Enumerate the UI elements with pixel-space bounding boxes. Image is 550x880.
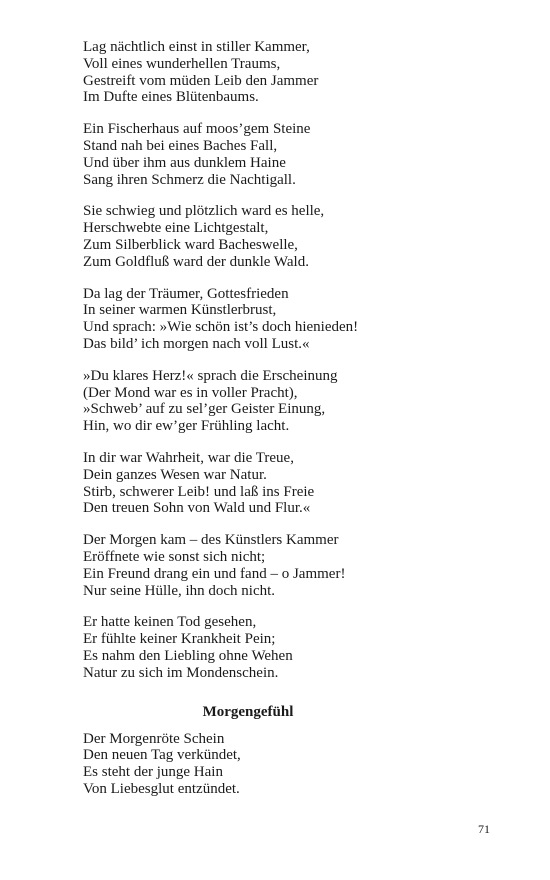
verse-line: Ein Fischerhaus auf moos’gem Steine — [83, 121, 311, 138]
verse-line: Dein ganzes Wesen war Natur. — [83, 466, 267, 483]
stanza — [83, 614, 503, 681]
verse-line: »Du klares Herz!« sprach die Erscheinung — [83, 367, 338, 384]
verse-line: (Der Mond war es in voller Pracht), — [83, 384, 298, 401]
verse-line: »Schweb’ auf zu sel’ger Geister Einung, — [83, 401, 326, 418]
verse-line: Natur zu sich im Mondenschein. — [83, 664, 279, 681]
verse-line: Er hatte keinen Tod gesehen, — [83, 614, 257, 631]
verse-line: Der Morgen kam – des Künstlers Kammer — [83, 532, 339, 549]
verse-line: Stand nah bei eines Baches Fall, — [83, 137, 278, 154]
poem — [83, 731, 503, 798]
verse-line: Zum Silberblick ward Bacheswelle, — [83, 236, 298, 253]
stanza — [83, 368, 503, 435]
stanza — [83, 731, 503, 798]
verse-line: Und sprach: »Wie schön ist’s doch hienieden! — [83, 319, 359, 336]
verse-line: Den treuen Sohn von Wald und Flur.« — [83, 500, 311, 517]
verse-line: Lag nächtlich einst in stiller Kammer, — [83, 39, 310, 55]
stanza — [83, 286, 503, 353]
verse-line: In seiner warmen Künstlerbrust, — [83, 302, 277, 319]
verse-line: Voll eines wunderhellen Traums, — [83, 55, 281, 72]
page-body — [83, 39, 503, 813]
verse-line: Da lag der Träumer, Gottesfrieden — [83, 285, 289, 302]
verse-line: Eröffnete wie sonst sich nicht; — [83, 548, 266, 565]
stanza — [83, 39, 503, 106]
verse-line: Herschwebte eine Lichtgestalt, — [83, 220, 269, 237]
poem — [83, 39, 503, 682]
verse-line: Zum Goldfluß ward der dunkle Wald. — [83, 253, 309, 270]
verse-line: Es nahm den Liebling ohne Wehen — [83, 647, 293, 664]
verse-line: Er fühlte keiner Krankheit Pein; — [83, 631, 276, 648]
verse-line: Stirb, schwerer Leib! und laß ins Freie — [83, 483, 315, 500]
verse-line: Hin, wo dir ew’ger Frühling lacht. — [83, 418, 290, 435]
stanza — [83, 532, 503, 599]
verse-line: Im Dufte eines Blütenbaums. — [83, 89, 259, 106]
verse-line: Sie schwieg und plötzlich ward es helle, — [83, 203, 325, 220]
verse-line: Das bild’ ich morgen nach voll Lust.« — [83, 335, 310, 352]
verse-line: Und über ihm aus dunklem Haine — [83, 154, 286, 171]
verse-line: Gestreift vom müden Leib den Jammer — [83, 72, 319, 89]
stanza — [83, 450, 503, 517]
verse-line: Den neuen Tag verkündet, — [83, 747, 241, 764]
verse-line: Nur seine Hülle, ihn doch nicht. — [83, 582, 276, 599]
poem-title: Morgengefühl — [202, 703, 294, 720]
verse-line: Von Liebesglut entzündet. — [83, 780, 240, 797]
stanza — [83, 121, 503, 188]
verse-line: Es steht der junge Hain — [83, 764, 223, 781]
page-number: 71 — [478, 822, 490, 836]
verse-line: Der Morgenröte Schein — [83, 730, 225, 747]
verse-line: In dir war Wahrheit, war die Treue, — [83, 449, 294, 466]
stanza — [83, 203, 503, 270]
verse-line: Sang ihren Schmerz die Nachtigall. — [83, 171, 296, 188]
verse-line: Ein Freund drang ein und fand – o Jammer! — [83, 565, 346, 582]
